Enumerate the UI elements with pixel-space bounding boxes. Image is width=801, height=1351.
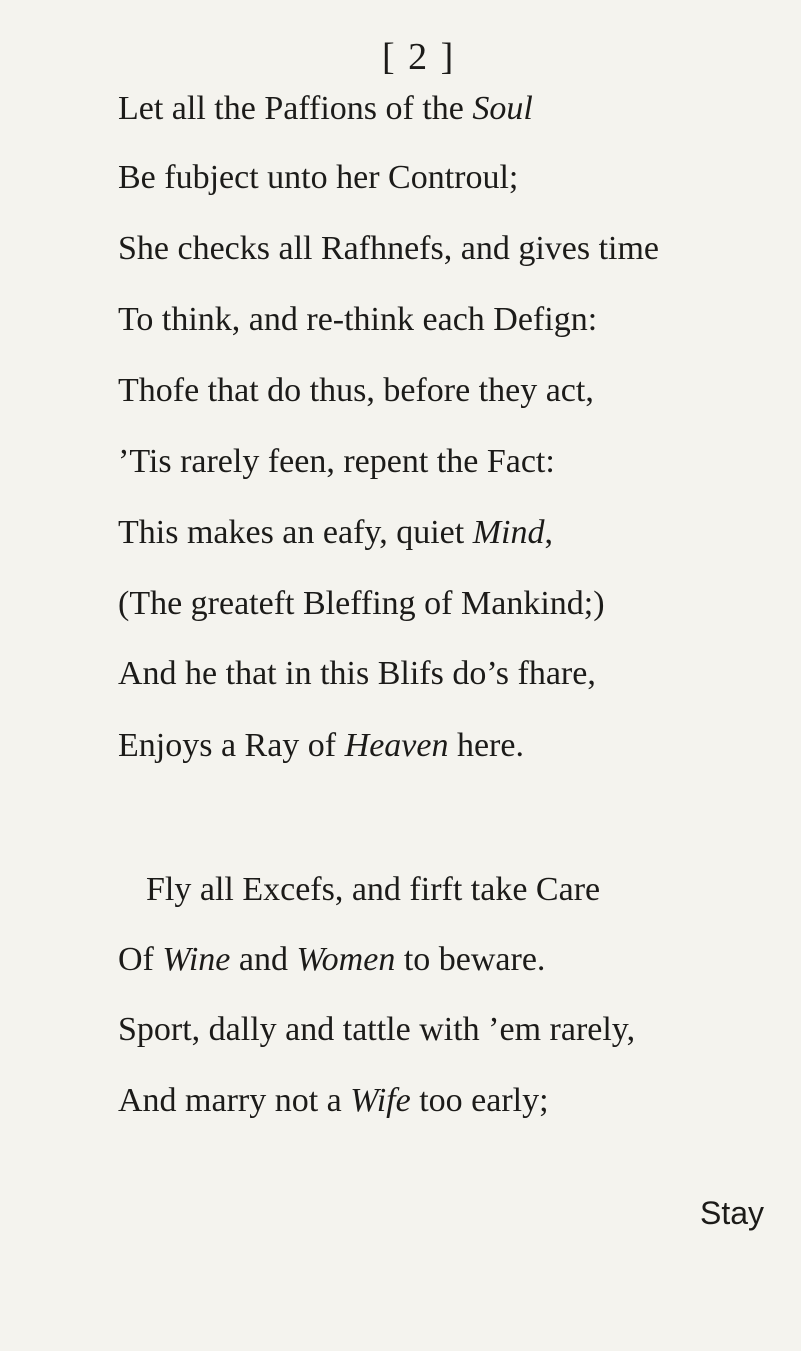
verse-line-10: Enjoys a Ray of Heaven here.	[118, 727, 524, 764]
verse-line-9: And he that in this Blifs do’s fhare,	[118, 655, 596, 692]
verse-line-11: Fly all Excefs, and firft take Care	[146, 871, 601, 908]
page-number: [ 2 ]	[382, 36, 456, 78]
verse-line-4: To think, and re-think each Defign:	[118, 301, 598, 338]
verse-line-8: (The greateft Bleffing of Mankind;)	[118, 585, 605, 622]
verse-line-6: ’Tis rarely feen, repent the Fact:	[118, 443, 555, 480]
catchword: Stay	[700, 1195, 765, 1231]
verse-line-7: This makes an eafy, quiet Mind,	[118, 514, 553, 551]
verse-line-13: Sport, dally and tattle with ’em rarely,	[118, 1011, 636, 1048]
verse-line-3: She checks all Rafhnefs, and gives time	[118, 230, 660, 267]
verse-line-1: Let all the Paffions of the Soul	[118, 90, 533, 127]
verse-line-14: And marry not a Wife too early;	[118, 1082, 549, 1119]
verse-line-2: Be fubject unto her Controul;	[118, 159, 519, 196]
verse-line-5: Thofe that do thus, before they act,	[118, 372, 594, 409]
verse-line-12: Of Wine and Women to beware.	[118, 941, 546, 978]
